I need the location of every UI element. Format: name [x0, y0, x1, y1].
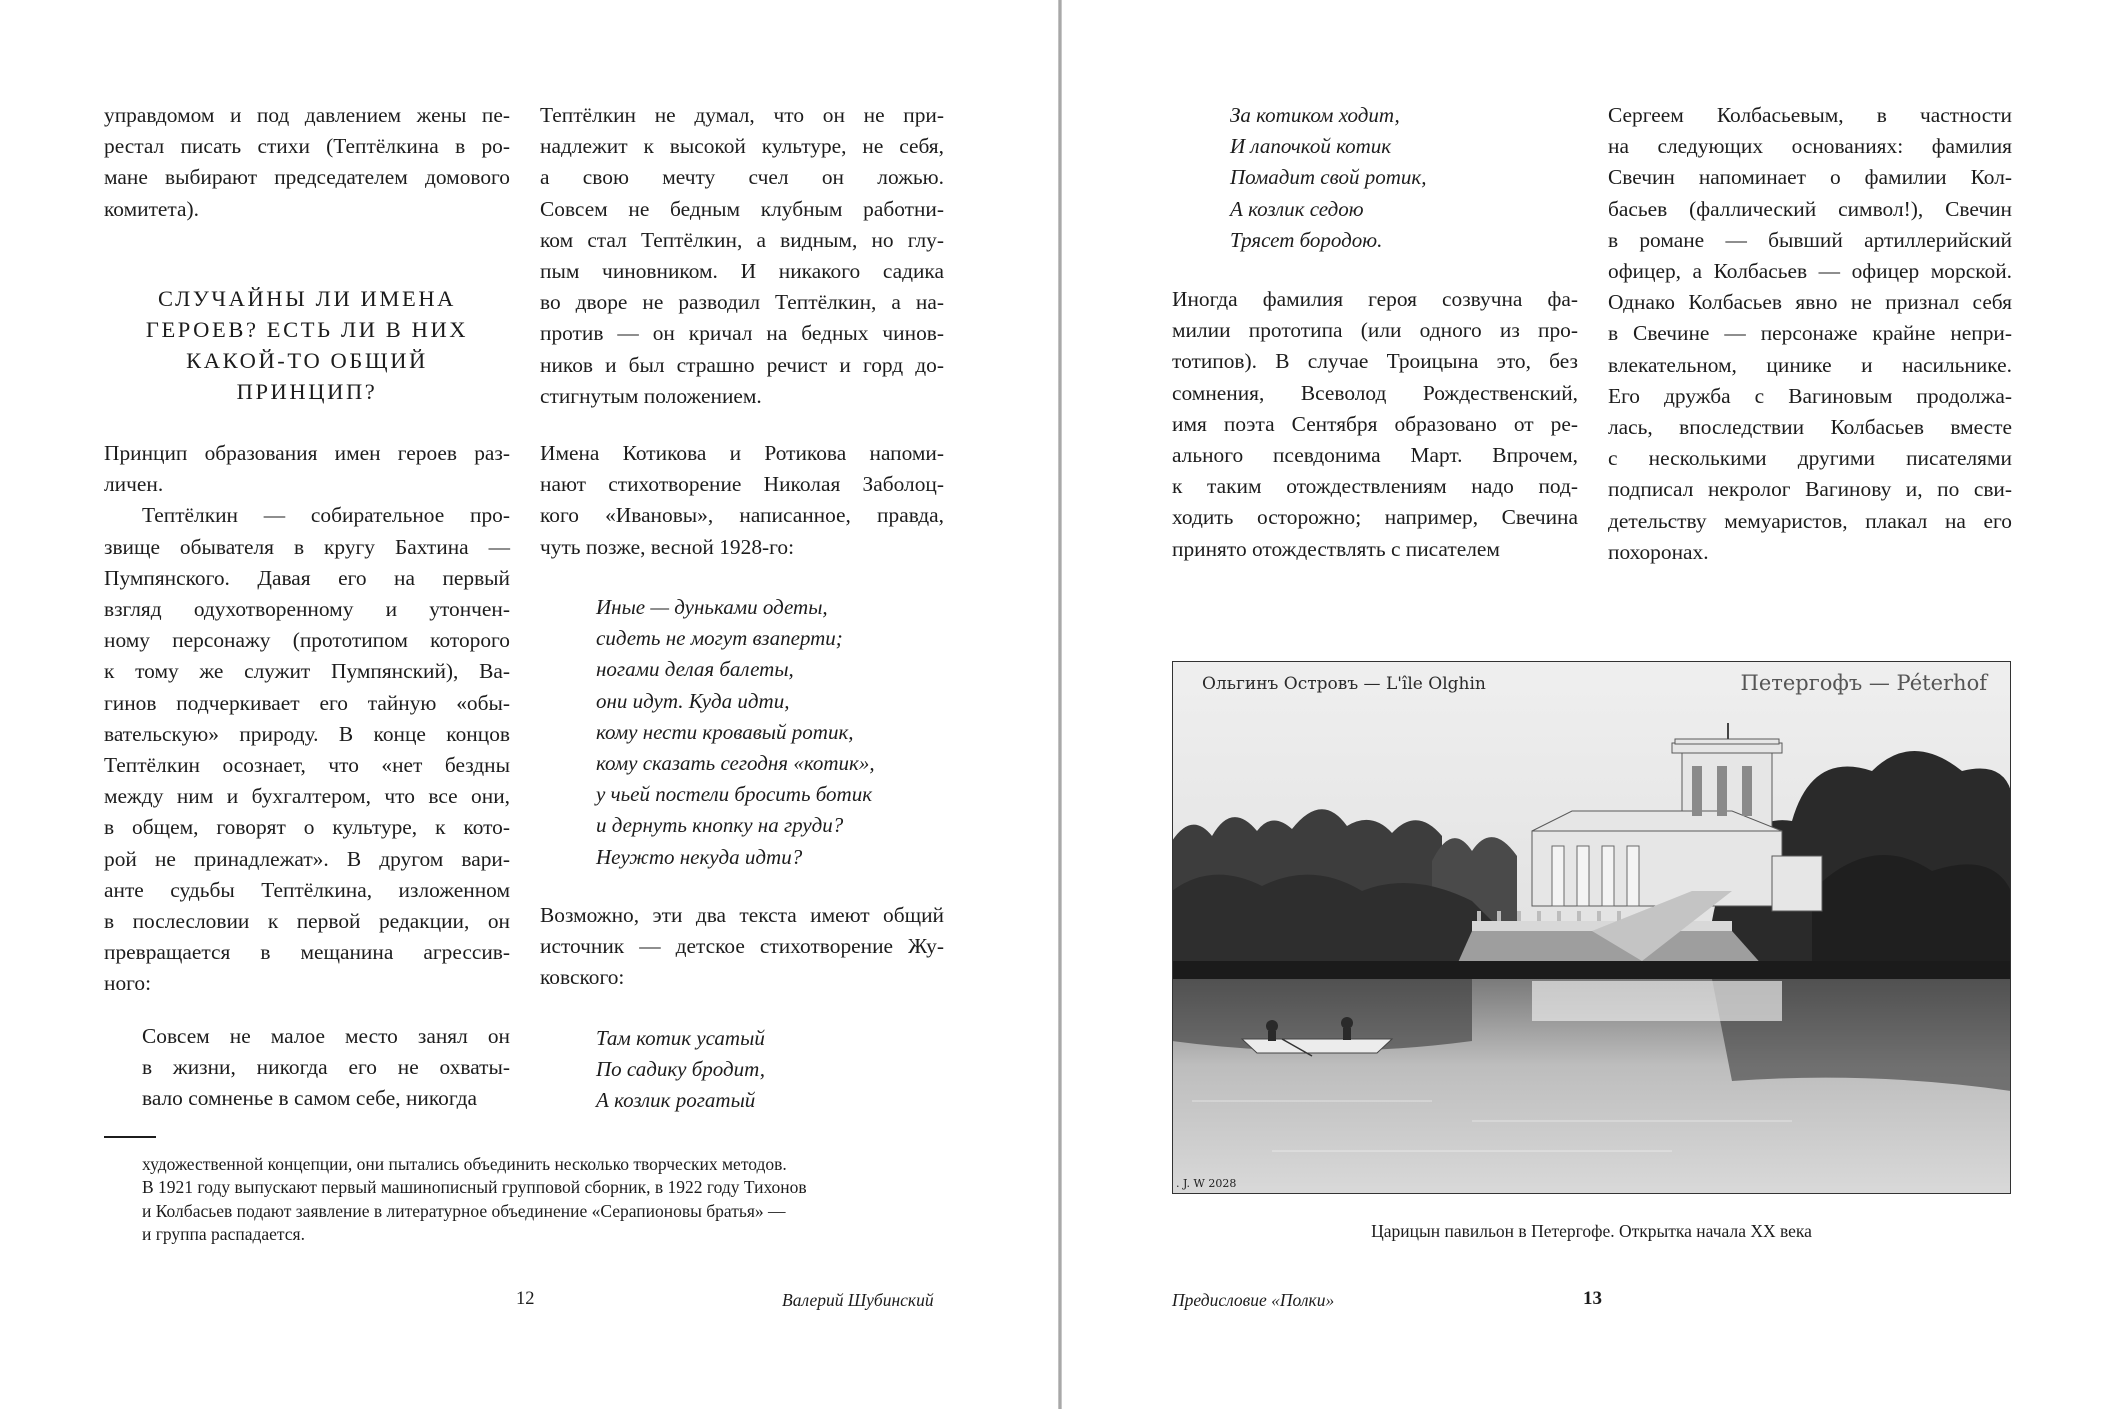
book-spine: [1058, 0, 1062, 1409]
text-line: источник — детское стихотворение Жу-: [540, 934, 944, 959]
page-number-left: 12: [516, 1289, 535, 1309]
text-line: во дворе не разводил Тептёлкин, а на-: [540, 290, 944, 315]
text-line: офицер, а Колбасьев — офицер морской.: [1608, 259, 2012, 284]
text-line: А козлик седою: [1230, 196, 1364, 221]
text-line: По садику бродит,: [596, 1057, 766, 1082]
text-line: стигнутым положением.: [540, 383, 762, 408]
text-line: гинов подчеркивает его тайную «обы-: [104, 690, 510, 715]
text-line: ников и был страшно речист и горд до-: [540, 352, 944, 377]
text-line: анте судьбы Тептёлкина, изложенном: [104, 877, 510, 902]
text-line: в Свечине — персонаже крайне непри-: [1608, 321, 2012, 346]
text-line: чуть позже, весной 1928-го:: [540, 534, 795, 559]
running-head-left: Валерий Шубинский: [782, 1290, 934, 1310]
text-line: Трясет бородою.: [1230, 227, 1383, 252]
text-line: В 1921 году выпускают первый машинописный групповой сборник, в 1922 году Тихонов: [142, 1177, 807, 1198]
text-line: Иногда фамилия героя созвучна фа-: [1172, 287, 1578, 311]
text-line: лась, впоследствии Колбасьев вместе: [1608, 415, 2012, 440]
text-line: у чьей постели бросить ботик: [596, 782, 873, 807]
left-column-2-mid: [540, 438, 944, 563]
text-line: в общем, говорят о культуре, к кото-: [104, 815, 510, 840]
text-line: в жизни, никогда его не охваты-: [142, 1055, 510, 1080]
text-line: детельству мемуаристов, плакал на его: [1608, 508, 2012, 533]
text-line: кому сказать сегодня «котик»,: [596, 751, 875, 776]
text-line: ному персонажу (прототипом которого: [104, 628, 510, 653]
text-line: сомнения, Всеволод Рождественский,: [1172, 380, 1578, 405]
heading-line: СЛУЧАЙНЫ ЛИ ИМЕНА: [157, 286, 457, 311]
text-line: Совсем не малое место занял он: [142, 1024, 510, 1048]
photo-caption: Царицын павильон в Петергофе. Открытка начала XX века: [1371, 1221, 1812, 1241]
text-line: милии прототипа (или одного из про-: [1172, 318, 1578, 343]
text-line: За котиком ходит,: [1230, 103, 1400, 127]
text-line: а свою мечту счел он ложью.: [540, 165, 944, 190]
left-column-2-after: [540, 900, 944, 994]
heading-line: ГЕРОЕВ? ЕСТЬ ЛИ В НИХ: [145, 317, 469, 342]
text-line: к таким отождествлениям надо под-: [1172, 474, 1578, 499]
text-line: тотипов). В случае Троицына это, без: [1172, 349, 1578, 374]
text-line: Тептёлкин — собирательное про-: [142, 503, 510, 528]
text-line: они идут. Куда идти,: [596, 688, 790, 713]
text-line: ком стал Тептёлкин, а видным, но глу-: [540, 227, 944, 252]
text-line: сидеть не могут взаперти;: [596, 626, 843, 651]
text-line: управдомом и под давлением жены пе-: [104, 103, 510, 127]
postcard-publisher-text: . J. W 2028: [1176, 1177, 1237, 1190]
text-line: в послесловии к первой редакции, он: [104, 909, 510, 934]
heading-line: КАКОЙ-ТО ОБЩИЙ: [186, 348, 428, 373]
footnote: [142, 1153, 884, 1246]
poem-zhukovsky-2: [1230, 100, 1560, 256]
text-line: подписал некролог Вагинову и, по сви-: [1608, 477, 2012, 502]
text-line: кого «Ивановы», написанное, правда,: [540, 503, 944, 528]
text-line: в романе — бывший артиллерийский: [1608, 227, 2012, 252]
text-line: рестал писать стихи (Тептёлкина в ро-: [104, 134, 510, 159]
heading-line: ПРИНЦИП?: [236, 379, 378, 404]
postcard-location-text: Ольгинъ Островъ — L'île Olghin: [1202, 674, 1486, 694]
text-line: ходить осторожно; например, Свечина: [1172, 505, 1578, 530]
text-line: ного:: [104, 971, 152, 996]
text-line: нают стихотворение Николая Заболоц-: [540, 472, 944, 497]
text-line: басьев (фаллический символ!), Свечин: [1608, 196, 2012, 221]
text-line: И лапочкой котик: [1230, 134, 1392, 159]
text-line: ногами делая балеты,: [596, 657, 794, 682]
text-line: и Колбасьев подают заявление в литературное объединение «Серапионовы братья» —: [142, 1200, 786, 1221]
text-line: Там котик усатый: [596, 1026, 765, 1050]
text-line: на следующих основаниях: фамилия: [1608, 134, 2012, 159]
text-line: Его дружба с Вагиновым продолжа-: [1608, 383, 2012, 408]
text-line: Пумпянского. Давая его на первый: [104, 565, 510, 590]
page-number-right: 13: [1583, 1288, 1602, 1309]
left-column-1-top: [104, 100, 510, 225]
text-line: А козлик рогатый: [596, 1088, 756, 1113]
text-line: Свечин напоминает о фамилии Кол-: [1608, 165, 2012, 190]
text-line: мане выбирают председателем домового: [104, 165, 510, 190]
text-line: к тому же служит Пумпянский), Ва-: [104, 659, 510, 684]
text-line: Возможно, эти два текста имеют общий: [540, 903, 944, 927]
section-heading: [104, 283, 510, 407]
right-column-1: [1172, 284, 1578, 565]
text-line: кому нести кровавый ротик,: [596, 719, 854, 744]
petergof-postcard-photo: [1172, 661, 2011, 1194]
text-line: Принцип образования имен героев раз-: [104, 441, 510, 465]
left-column-1-body: [104, 438, 510, 1000]
text-line: имя поэта Сентября образовано от ре-: [1172, 411, 1578, 436]
text-line: Тептёлкин не думал, что он не при-: [540, 103, 944, 127]
text-line: Сергеем Колбасьевым, в частности: [1608, 103, 2012, 127]
text-line: надлежит к высокой культуре, не себя,: [540, 134, 944, 159]
text-line: вательскую» природу. В конце концов: [104, 721, 510, 746]
text-line: принято отождествлять с писателем: [1172, 536, 1500, 561]
text-line: личен.: [104, 472, 164, 497]
text-line: Тептёлкин осознает, что «нет бездны: [104, 753, 510, 778]
text-line: звище обывателя в кругу Бахтина —: [104, 534, 510, 559]
text-line: ковского:: [540, 965, 625, 990]
text-line: с несколькими другими писателями: [1608, 446, 2012, 471]
text-line: вало сомненье в самом себе, никогда: [142, 1086, 477, 1111]
footnote-rule: [104, 1136, 156, 1138]
text-line: Совсем не бедным клубным работни-: [540, 196, 944, 221]
text-line: похоронах.: [1608, 539, 1709, 564]
text-line: пым чиновником. И никакого садика: [540, 259, 944, 284]
running-head-right: Предисловие «Полки»: [1172, 1290, 1335, 1310]
postcard-city-text: Петергофъ — Péterhof: [1740, 671, 1987, 695]
text-line: ального псевдонима Март. Впрочем,: [1172, 443, 1578, 468]
poem-zabolotsky: [596, 592, 944, 873]
text-line: рой не принадлежат». В другом вари-: [104, 846, 510, 871]
text-line: Помадит свой ротик,: [1230, 165, 1427, 190]
text-line: художественной концепции, они пытались объединить несколько творческих методов.: [142, 1154, 787, 1174]
text-line: Однако Колбасьев явно не признал себя: [1608, 290, 2012, 315]
text-line: влекательном, цинике и насильнике.: [1608, 352, 2012, 377]
text-line: против — он кричал на бедных чинов-: [540, 321, 944, 346]
text-line: Неужто некуда идти?: [596, 844, 803, 869]
right-column-2: [1608, 100, 2012, 568]
text-line: Иные — дуньками одеты,: [596, 595, 828, 619]
text-line: и дернуть кнопку на груди?: [596, 813, 844, 838]
text-line: Имена Котикова и Ротикова напоми-: [540, 441, 944, 465]
poem-zhukovsky-1: [596, 1023, 944, 1117]
text-line: взгляд одухотворенному и утончен-: [104, 597, 510, 622]
left-column-2-top: [540, 100, 944, 412]
text-line: превращается в мещанина агрессив-: [104, 940, 510, 965]
text-line: комитета).: [104, 196, 199, 221]
left-column-1-quote: [142, 1021, 510, 1115]
text-line: и группа распадается.: [142, 1223, 305, 1244]
text-line: между ним и бухгалтером, что все они,: [104, 784, 510, 809]
